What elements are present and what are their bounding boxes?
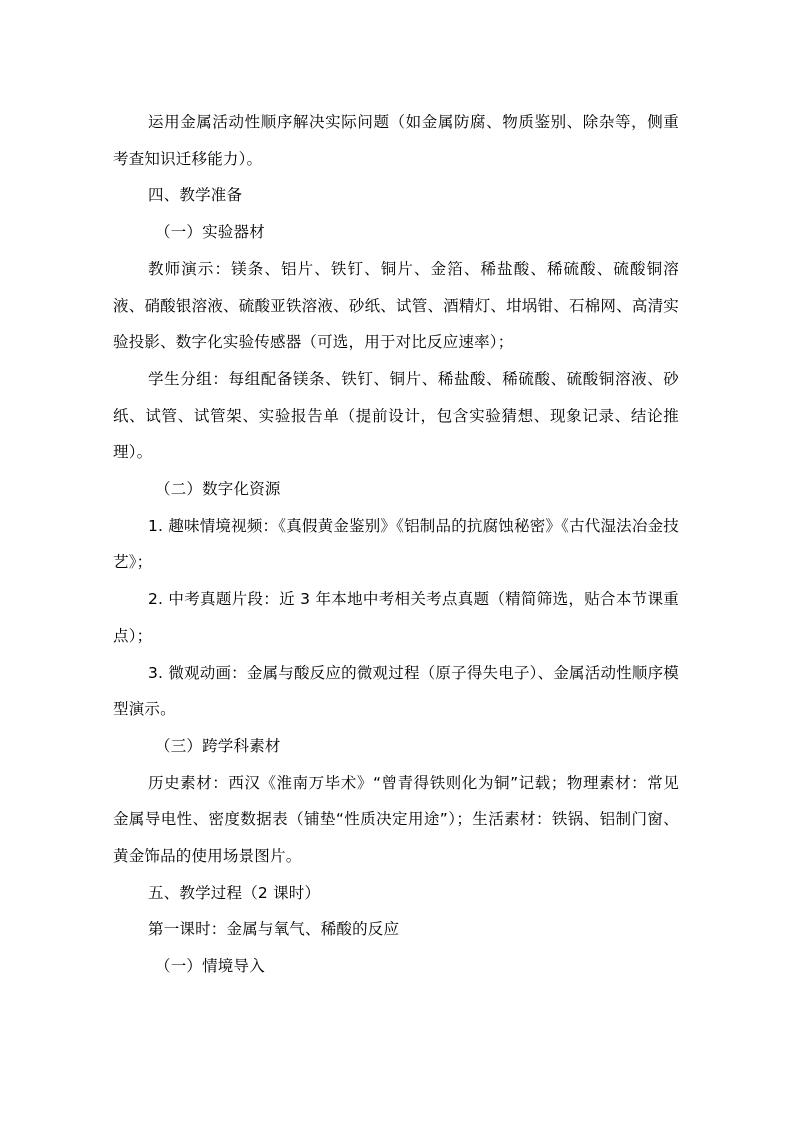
subheading-lab-equipment: （一）实验器材 [155, 223, 265, 242]
subheading-scenario-intro: （一）情境导入 [155, 957, 265, 976]
paragraph-student-groups: 学生分组：每组配备镁条、铁钉、铜片、稀盐酸、稀硫酸、硫酸铜溶液、砂纸、试管、试管架、实验报告单（提前设计，包含实验猜想、现象记录、结论推理）。 [113, 369, 679, 462]
paragraph-application-goal: 运用金属活动性顺序解决实际问题（如金属防腐、物质鉴别、除杂等，侧重考查知识迁移能力）。 [113, 113, 679, 168]
heading-teaching-process: 五、教学过程（2 课时） [148, 883, 321, 902]
paragraph-teacher-demo: 教师演示：镁条、铝片、铁钉、铜片、金箔、稀盐酸、稀硫酸、硫酸铜溶液、硝酸银溶液、硫酸亚铁溶液、砂纸、试管、酒精灯、坩埚钳、石棉网、高清实验投影、数字化实验传感器（可选，用于对比反应速率）； [113, 259, 679, 352]
list-item-micro-animation: 3. 微观动画：金属与酸反应的微观过程（原子得失电子）、金属活动性顺序模型演示。 [113, 663, 679, 719]
document-body [113, 104, 679, 985]
heading-teaching-preparation: 四、教学准备 [148, 186, 243, 205]
paragraph-interdisciplinary-materials: 历史素材：西汉《淮南万毕术》“曾青得铁则化为铜”记载；物理素材：常见金属导电性、密度数据表（铺垫“性质决定用途”）；生活素材：铁锅、铝制门窗、黄金饰品的使用场景图片。 [113, 773, 679, 866]
list-item-videos: 1. 趣味情境视频：《真假黄金鉴别》《铝制品的抗腐蚀秘密》《古代湿法冶金技艺》； [113, 516, 679, 572]
subheading-digital-resources: （二）数字化资源 [155, 480, 281, 499]
subheading-interdisciplinary: （三）跨学科素材 [155, 736, 281, 755]
heading-first-lesson: 第一课时：金属与氧气、稀酸的反应 [148, 920, 400, 939]
list-item-exam-questions: 2. 中考真题片段：近 3 年本地中考相关考点真题（精简筛选，贴合本节课重点）； [113, 590, 679, 645]
